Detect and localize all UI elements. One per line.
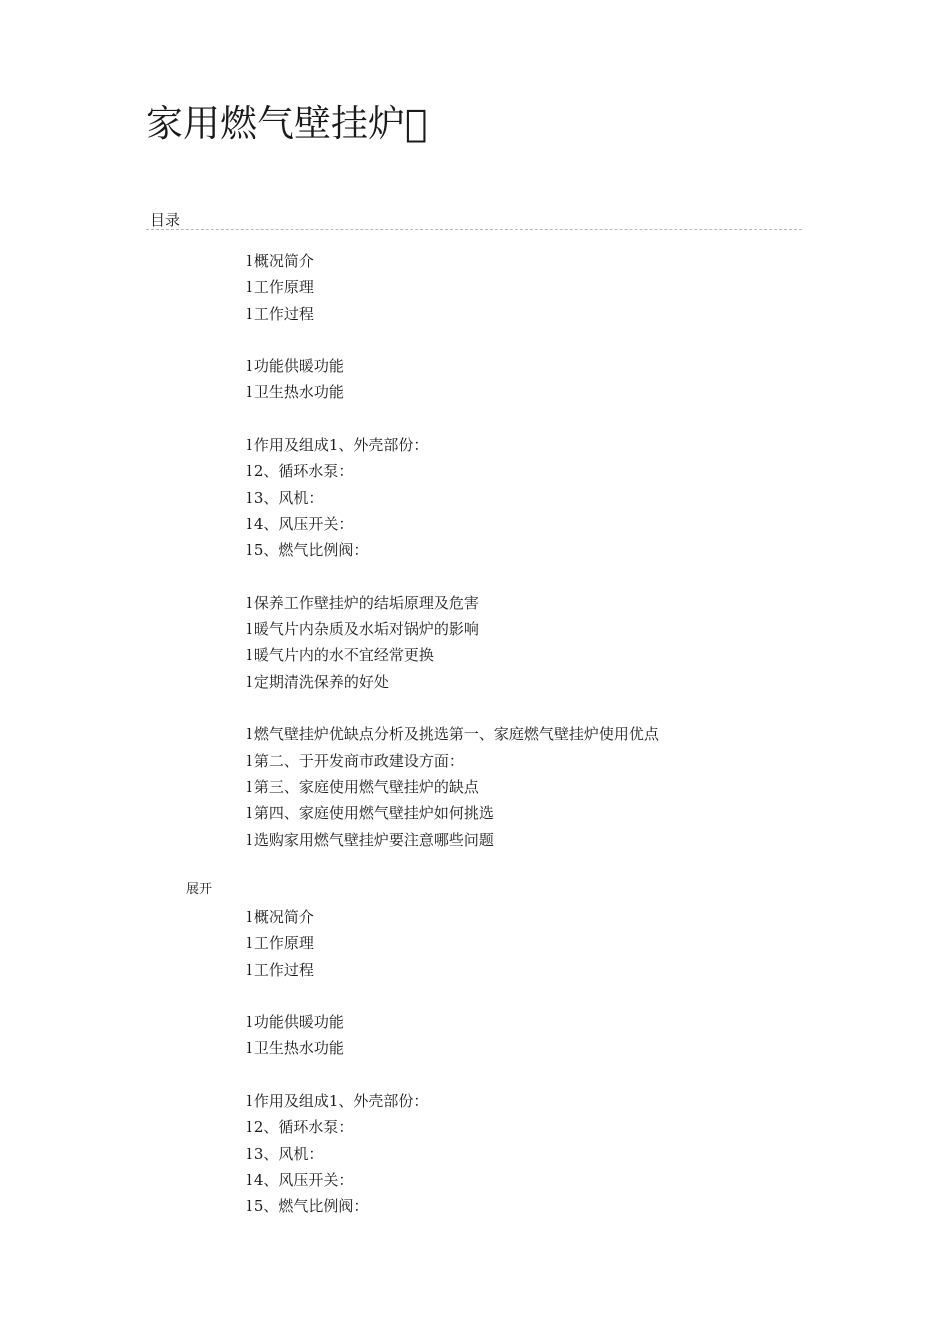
toc-item[interactable] — [247, 616, 659, 642]
expanded-toc-list — [247, 904, 428, 1220]
toc-item[interactable] — [247, 1088, 428, 1114]
toc-bullet: l — [247, 934, 252, 953]
toc-item-label: 功能供暖功能 — [253, 1013, 344, 1032]
toc-bullet: l — [247, 462, 252, 481]
toc-bullet: l — [247, 672, 252, 691]
toc-bullet: l — [247, 357, 252, 376]
toc-item-label: 工作过程 — [253, 960, 314, 979]
toc-item[interactable] — [247, 301, 659, 327]
toc-bullet: l — [247, 383, 252, 402]
toc-item-label: 2、循环水泵： — [253, 462, 354, 481]
toc-item[interactable] — [247, 1035, 428, 1061]
toc-bullet: l — [247, 1197, 252, 1216]
toc-item[interactable] — [247, 827, 659, 853]
toc-item[interactable] — [247, 1141, 428, 1167]
toc-item-label: 定期清洗保养的好处 — [253, 672, 389, 691]
toc-item-label: 作用及组成1、外壳部份： — [253, 436, 429, 455]
toc-bullet: l — [247, 646, 252, 665]
toc-item[interactable] — [247, 537, 659, 563]
toc-item[interactable] — [247, 721, 659, 747]
toc-item-label: 工作原理 — [253, 278, 314, 297]
toc-bullet: l — [247, 514, 252, 533]
toc-item-label: 第四、家庭使用燃气壁挂炉如何挑选 — [253, 804, 494, 823]
toc-item-label: 暖气片内的水不宜经常更换 — [253, 646, 434, 665]
toc-item[interactable] — [247, 485, 659, 511]
toc-bullet: l — [247, 593, 252, 612]
toc-divider — [146, 229, 802, 230]
toc-item[interactable] — [247, 274, 659, 300]
toc-item[interactable] — [247, 957, 428, 983]
toc-bullet: l — [247, 777, 252, 796]
toc-item[interactable] — [247, 511, 659, 537]
toc-item-label: 第三、家庭使用燃气壁挂炉的缺点 — [253, 777, 479, 796]
toc-item[interactable] — [247, 748, 659, 774]
toc-item-label: 作用及组成1、外壳部份： — [253, 1092, 429, 1111]
toc-bullet: l — [247, 804, 252, 823]
toc-bullet: l — [247, 620, 252, 639]
expand-button[interactable]: 展开 — [186, 882, 213, 897]
page-title — [146, 102, 427, 146]
toc-item-label: 暖气片内杂质及水垢对锅炉的影响 — [253, 620, 479, 639]
toc-item-label: 卫生热水功能 — [253, 1039, 344, 1058]
toc-bullet: l — [247, 908, 252, 926]
toc-bullet: l — [247, 751, 252, 770]
toc-bullet: l — [247, 436, 252, 455]
toc-bullet: l — [247, 1039, 252, 1058]
toc-item-label: 功能供暖功能 — [253, 357, 344, 376]
toc-item-label: 工作原理 — [253, 934, 314, 953]
toc-item-label: 5、燃气比例阀： — [253, 1197, 369, 1216]
toc-item-label: 概况简介 — [253, 252, 314, 270]
toc-bullet: l — [247, 304, 252, 323]
toc-item[interactable] — [247, 590, 659, 616]
toc-item[interactable] — [247, 904, 428, 930]
toc-item-label: 选购家用燃气壁挂炉要注意哪些问题 — [253, 830, 494, 849]
page-title-text: 家用燃气壁挂炉  — [146, 102, 428, 145]
toc-item[interactable] — [247, 642, 659, 668]
toc-item[interactable] — [247, 432, 659, 458]
toc-item-label: 5、燃气比例阀： — [253, 541, 369, 560]
toc-item-label: 概况简介 — [253, 908, 314, 926]
toc-item[interactable] — [247, 353, 659, 379]
toc-item[interactable] — [247, 800, 659, 826]
toc-heading: 目录 — [150, 211, 181, 229]
toc-item-label: 第二、于开发商市政建设方面： — [253, 751, 464, 770]
toc-bullet: l — [247, 1170, 252, 1189]
toc-item-label: 卫生热水功能 — [253, 383, 344, 402]
toc-item[interactable] — [247, 774, 659, 800]
toc-item-label: 2、循环水泵： — [253, 1118, 354, 1137]
toc-item[interactable] — [247, 1114, 428, 1140]
toc-item[interactable] — [247, 458, 659, 484]
toc-bullet: l — [247, 830, 252, 849]
toc-bullet: l — [247, 541, 252, 560]
toc-bullet: l — [247, 1144, 252, 1163]
toc-bullet: l — [247, 1013, 252, 1032]
toc-item-label: 保养工作壁挂炉的结垢原理及危害 — [253, 593, 479, 612]
toc-item-label: 工作过程 — [253, 304, 314, 323]
toc-item-label: 3、风机： — [253, 488, 324, 507]
toc-item[interactable] — [247, 930, 428, 956]
toc-item-label: 4、风压开关： — [253, 1170, 354, 1189]
toc-bullet: l — [247, 725, 252, 744]
toc-item[interactable] — [247, 379, 659, 405]
toc-item-label: 燃气壁挂炉优缺点分析及挑选第一、家庭燃气壁挂炉使用优点 — [253, 725, 659, 744]
toc-bullet: l — [247, 252, 252, 270]
toc-bullet: l — [247, 278, 252, 297]
toc-item-label: 4、风压开关： — [253, 514, 354, 533]
toc-list — [247, 248, 659, 853]
toc-item[interactable] — [247, 248, 659, 274]
toc-item[interactable] — [247, 669, 659, 695]
toc-bullet: l — [247, 488, 252, 507]
toc-bullet: l — [247, 960, 252, 979]
toc-item[interactable] — [247, 1009, 428, 1035]
toc-bullet: l — [247, 1092, 252, 1111]
toc-item[interactable] — [247, 1193, 428, 1219]
toc-item[interactable] — [247, 1167, 428, 1193]
toc-bullet: l — [247, 1118, 252, 1137]
toc-item-label: 3、风机： — [253, 1144, 324, 1163]
